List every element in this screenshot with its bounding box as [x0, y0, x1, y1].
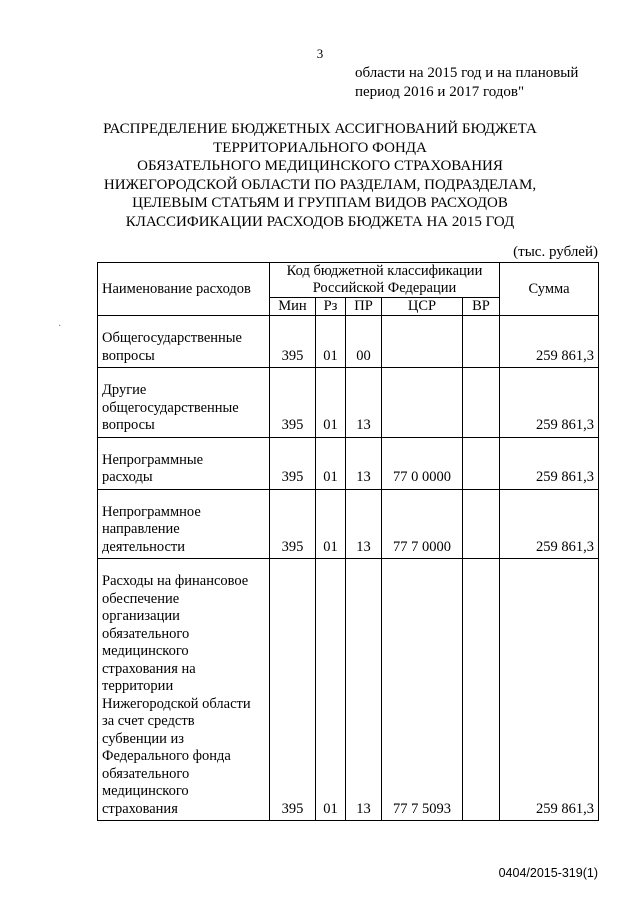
cell-rz: 01 [316, 489, 346, 559]
title-line-4: НИЖЕГОРОДСКОЙ ОБЛАСТИ ПО РАЗДЕЛАМ, ПОДРАЗДЕЛАМ, [103, 176, 537, 193]
row-name-cell [98, 437, 270, 489]
cell-rz: 01 [316, 368, 346, 438]
cell-rz: 01 [316, 559, 346, 821]
cell-vr [463, 316, 500, 368]
cell-min: 395 [270, 368, 316, 438]
cell-pr: 13 [346, 489, 382, 559]
row-name-line: организации [102, 608, 180, 624]
row-name-line: Общегосударственные [102, 330, 242, 346]
cell-min: 395 [270, 559, 316, 821]
cell-min: 395 [270, 489, 316, 559]
table-row [98, 368, 599, 438]
title-line-5: ЦЕЛЕВЫМ СТАТЬЯМ И ГРУППАМ ВИДОВ РАСХОДОВ [132, 195, 508, 211]
row-name-line: обязательного [102, 765, 190, 782]
row-name-line: общегосударственные [102, 399, 239, 416]
cell-rz: 01 [316, 316, 346, 368]
cell-min: 395 [270, 437, 316, 489]
margin-mark: · [58, 321, 62, 332]
row-name-line: направление [102, 521, 180, 537]
header-line-1: области на 2015 год и на плановый [355, 65, 579, 81]
row-name-line: страхования на [102, 660, 196, 677]
row-name-line: субвенции из [102, 730, 185, 747]
header-code-group [270, 263, 500, 298]
document-title [60, 120, 580, 231]
row-name-cell [98, 559, 270, 821]
row-name-line: расходы [102, 469, 153, 485]
row-name-line: Непрограммное [102, 503, 201, 520]
title-line-3: ОБЯЗАТЕЛЬНОГО МЕДИЦИНСКОГО СТРАХОВАНИЯ [137, 158, 503, 174]
cell-csr: 77 7 5093 [382, 559, 463, 821]
row-name-line: медицинского [102, 643, 189, 659]
row-name-line: деятельности [102, 538, 186, 555]
header-sum: Сумма [500, 263, 599, 316]
row-name-line: Расходы на финансовое [102, 573, 249, 589]
cell-vr [463, 437, 500, 489]
cell-vr [463, 489, 500, 559]
units-label: (тыс. рублей) [513, 244, 598, 260]
row-name-line: территории [102, 678, 174, 694]
row-name-line: Другие [102, 382, 147, 398]
cell-pr: 13 [346, 437, 382, 489]
header-code-line-1: Код бюджетной классификации [286, 263, 483, 279]
row-name-line: обязательного [102, 625, 190, 642]
cell-csr [382, 316, 463, 368]
budget-table [97, 262, 599, 821]
header-code-line-2: Российской Федерации [312, 280, 457, 296]
header-line-2: период 2016 и 2017 годов" [355, 84, 525, 100]
row-name-line: обеспечение [102, 590, 180, 607]
page-number: 3 [316, 46, 324, 61]
table-row [98, 316, 599, 368]
table-row [98, 489, 599, 559]
row-name-cell [98, 489, 270, 559]
title-line-2: ТЕРРИТОРИАЛЬНОГО ФОНДА [213, 139, 427, 156]
row-name-cell [98, 316, 270, 368]
header-name: Наименование расходов [98, 263, 270, 316]
table-row [98, 559, 599, 821]
row-name-line: Нижегородской области [102, 695, 251, 712]
cell-sum: 259 861,3 [500, 489, 599, 559]
footer-code: 0404/2015-319(1) [498, 866, 598, 880]
header-continuation [355, 64, 578, 102]
cell-pr: 13 [346, 559, 382, 821]
row-name-cell [98, 368, 270, 438]
cell-vr [463, 368, 500, 438]
cell-pr: 00 [346, 316, 382, 368]
row-name-line: Федерального фонда [102, 748, 231, 764]
row-name-line: за счет средств [102, 713, 195, 729]
title-line-1: РАСПРЕДЕЛЕНИЕ БЮДЖЕТНЫХ АССИГНОВАНИЙ БЮДЖЕТА [103, 121, 537, 137]
row-name-line: страхования [102, 800, 178, 817]
cell-vr [463, 559, 500, 821]
row-name-line: вопросы [102, 347, 155, 364]
row-name-line: вопросы [102, 417, 155, 433]
cell-sum: 259 861,3 [500, 559, 599, 821]
row-name-line: Непрограммные [102, 451, 204, 468]
header-vr: ВР [463, 298, 500, 316]
cell-rz: 01 [316, 437, 346, 489]
cell-min: 395 [270, 316, 316, 368]
header-csr: ЦСР [382, 298, 463, 316]
cell-csr [382, 368, 463, 438]
header-rz: Рз [316, 298, 346, 316]
cell-sum: 259 861,3 [500, 316, 599, 368]
table-row [98, 437, 599, 489]
cell-pr: 13 [346, 368, 382, 438]
header-pr: ПР [346, 298, 382, 316]
header-min: Мин [270, 298, 316, 316]
cell-csr: 77 0 0000 [382, 437, 463, 489]
cell-csr: 77 7 0000 [382, 489, 463, 559]
cell-sum: 259 861,3 [500, 437, 599, 489]
row-name-line: медицинского [102, 783, 189, 799]
title-line-6: КЛАССИФИКАЦИИ РАСХОДОВ БЮДЖЕТА НА 2015 ГОД [125, 213, 515, 230]
cell-sum: 259 861,3 [500, 368, 599, 438]
